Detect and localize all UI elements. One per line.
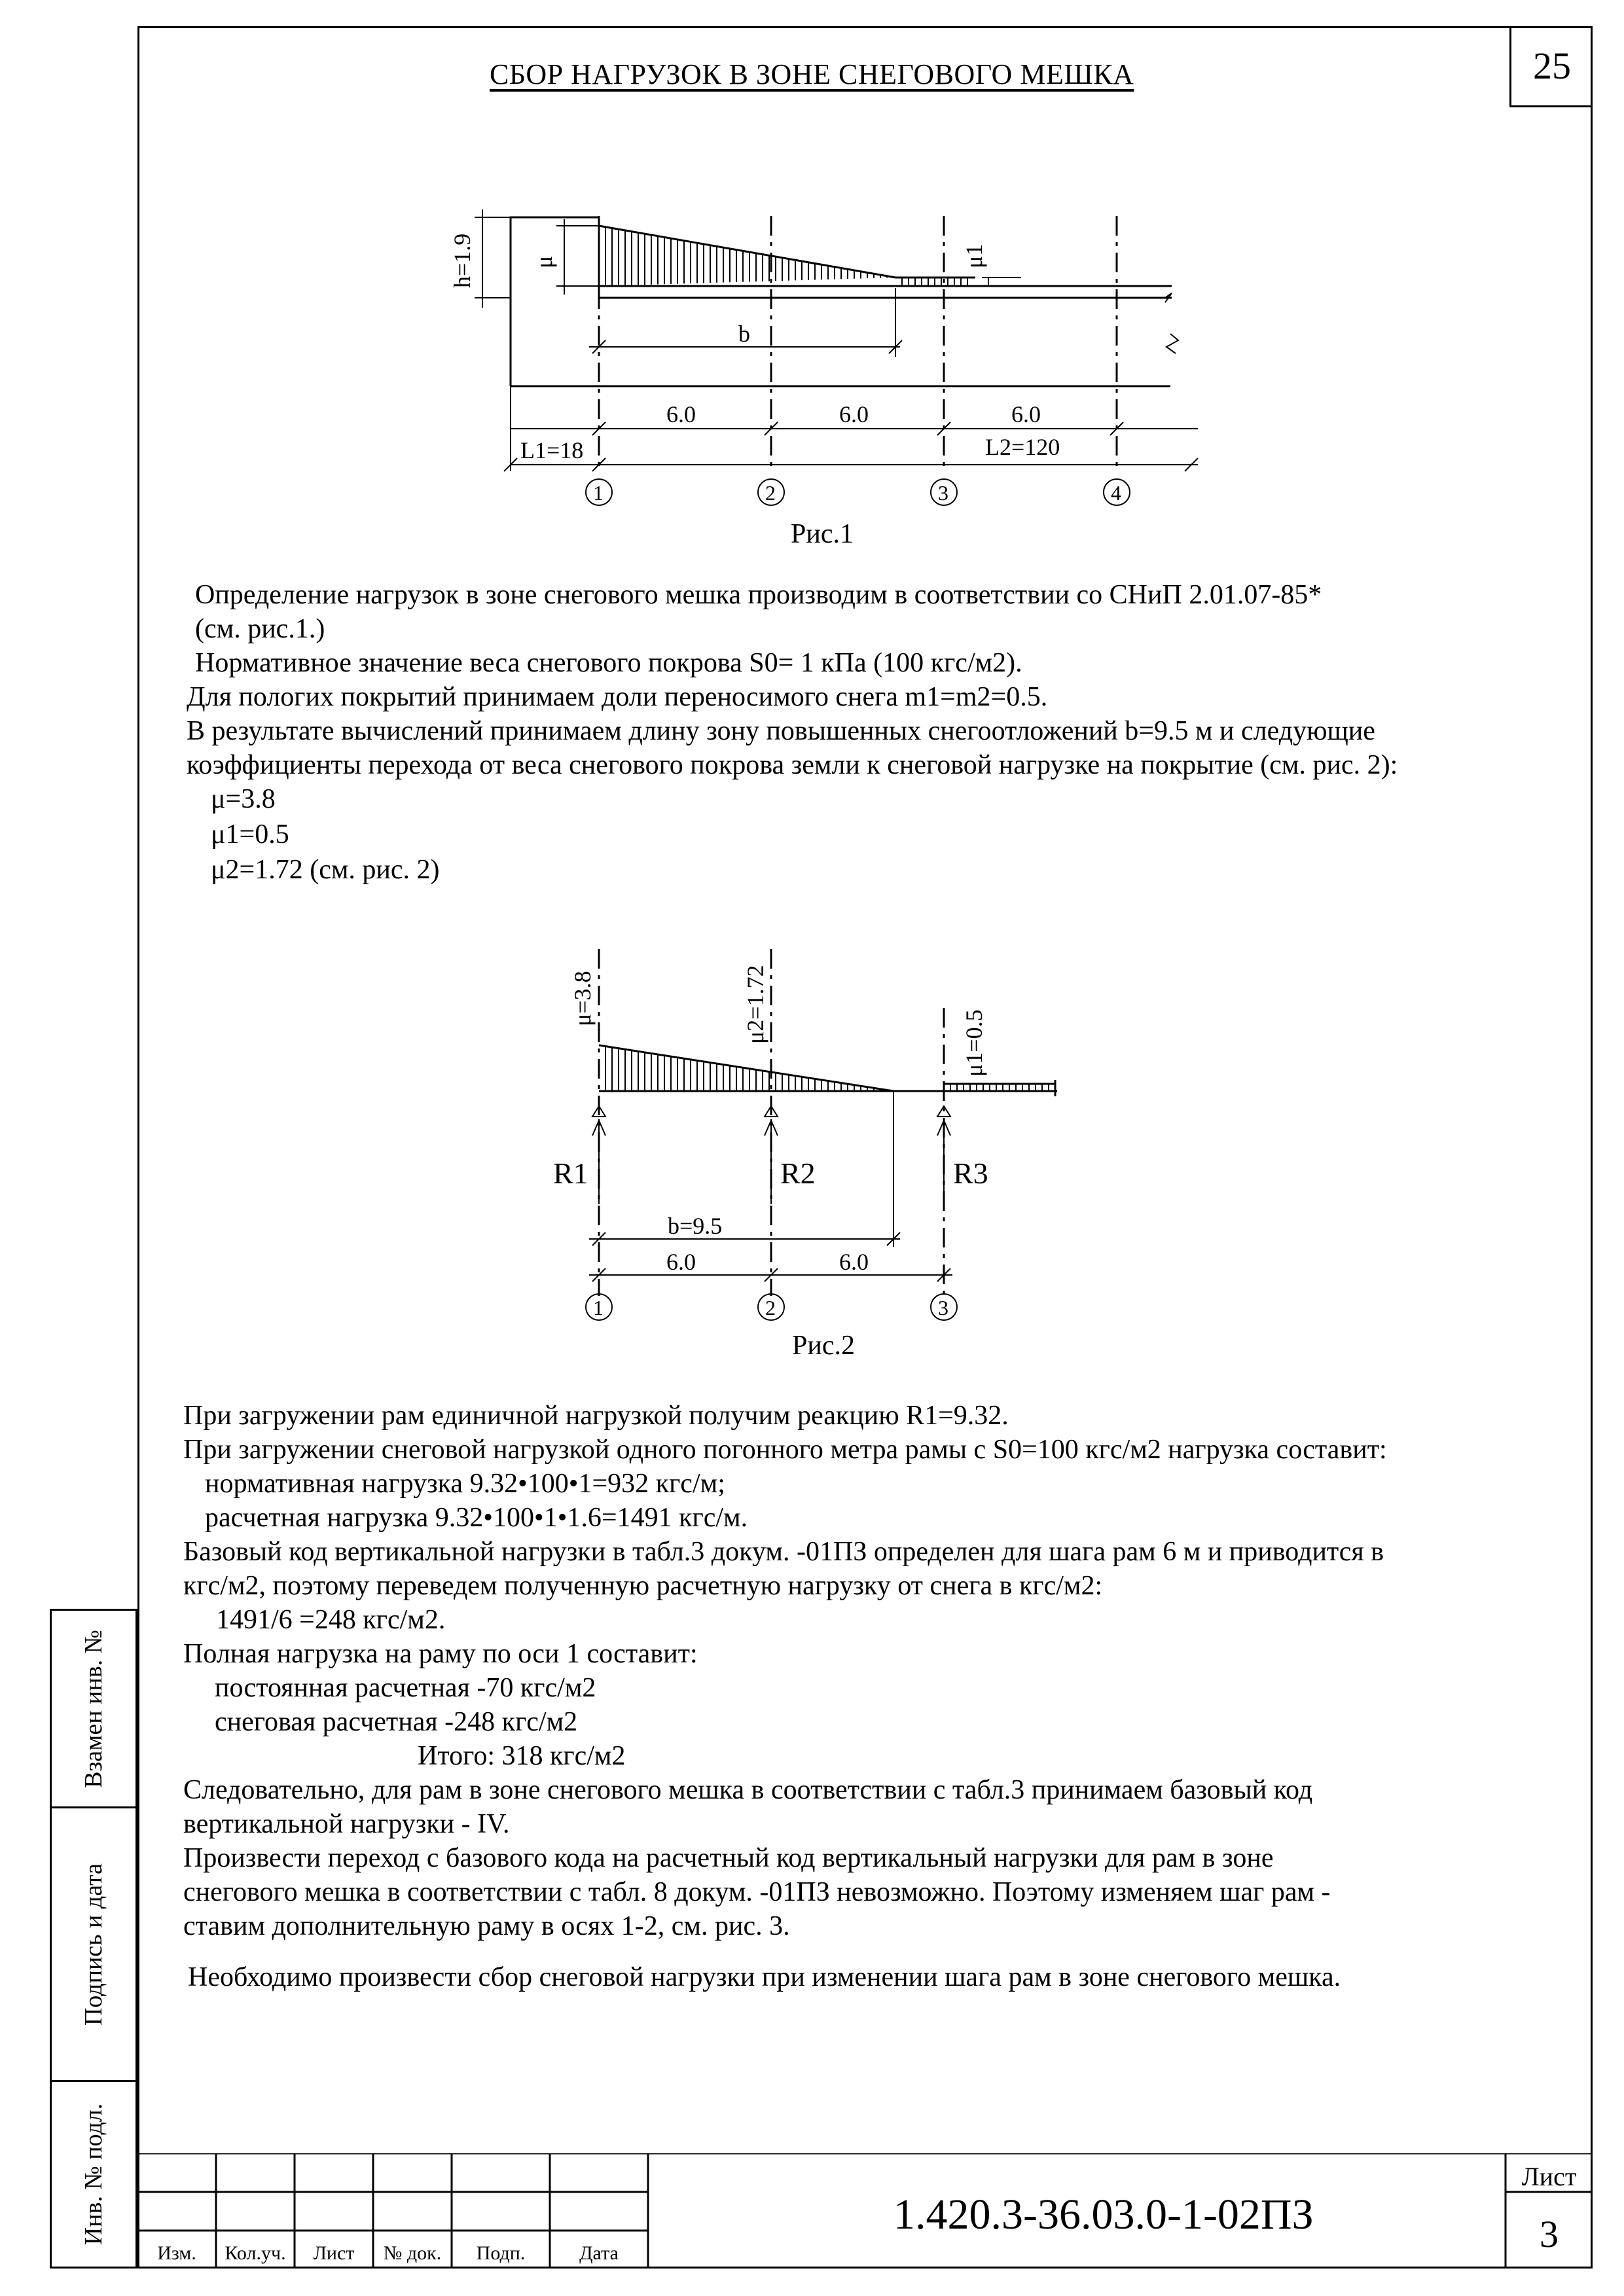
page-title: СБОР НАГРУЗОК В ЗОНЕ СНЕГОВОГО МЕШКА [490,58,1134,90]
figure-1-caption: Рис.1 [791,519,854,549]
fig2-span1-label: 6.0 [666,1249,696,1275]
text2-line-5: Базовый код вертикальной нагрузки в табл.3 докум. -01ПЗ определен для шага рам 6 м и приводится в [183,1537,1384,1567]
text2-line-1: При загружении рам единичной нагрузкой получим реакцию R1=9.32. [183,1401,1009,1431]
fig2-mu-label: μ=3.8 [569,971,596,1026]
text2-line-10: снеговая расчетная -248 кгс/м2 [215,1707,578,1737]
fig1-span1-label: 6.0 [666,401,696,427]
figure-1-diagram [432,183,1237,524]
fig1-span3-label: 6.0 [1011,401,1041,427]
fig1-L1-label: L1=18 [520,437,584,463]
page-number: 25 [1509,26,1593,107]
fig1-axis-2: 2 [765,481,776,505]
text2-line-16: ставим дополнительную раму в осях 1-2, см. рис. 3. [183,1911,790,1941]
title-block-col-kolich: Кол.уч. [225,2242,286,2264]
text1-line-3: Нормативное значение веса снегового покрова S0= 1 кПа (100 кгс/м2). [195,648,1022,678]
fig1-h-label: h=1.9 [449,233,475,288]
title-block-col-podp: Подп. [476,2242,526,2264]
text1-line-9: μ2=1.72 (см. рис. 2) [211,855,440,885]
text2-line-9: постоянная расчетная -70 кгс/м2 [215,1673,596,1703]
text1-line-5: В результате вычислений принимаем длину зону повышенных снегоотложений b=9.5 м и следующие [187,716,1375,746]
text2-line-17: Необходимо произвести сбор снеговой нагрузки при изменении шага рам в зоне снегового мешка. [188,1962,1341,1992]
text1-line-1: Определение нагрузок в зоне снегового мешка производим в соответствии со СНиП 2.01.07-85* [195,580,1322,610]
side-stamp-original-inv [50,2080,137,2269]
text1-line-2: (см. рис.1.) [195,614,325,644]
sheet-number: 3 [1540,2213,1559,2255]
text2-line-13: вертикальной нагрузки - IV. [183,1809,510,1839]
text2-line-4: расчетная нагрузка 9.32•100•1•1.6=1491 кгс/м. [205,1503,748,1533]
fig1-span2-label: 6.0 [839,401,869,427]
title-block-col-data: Дата [579,2242,619,2264]
text2-line-12: Следовательно, для рам в зоне снегового мешка в соответствии с табл.3 принимаем базовый код [183,1775,1313,1805]
text2-line-6: кгс/м2, поэтому переведем полученную расчетную нагрузку от снега в кгс/м2: [183,1571,1103,1601]
text1-line-8: μ1=0.5 [211,819,289,850]
figure-2-diagram [524,942,1087,1335]
sheet-label: Лист [1521,2162,1577,2191]
fig2-mu2-label: μ2=1.72 [742,965,768,1044]
title-block-col-izm: Изм. [157,2242,196,2264]
fig1-b-label: b [738,321,750,347]
fig1-mu1-label: μ1 [961,243,987,268]
fig1-axis-1: 1 [593,481,604,505]
side-stamp-signature-date-text: Подпись и дата [80,1863,107,2026]
side-stamp-replaced-inv-text: Взамен инв. № [80,1629,107,1788]
fig2-span2-label: 6.0 [839,1249,869,1275]
fig1-axis-3: 3 [938,481,948,505]
fig2-axis-2: 2 [765,1296,776,1319]
fig2-mu1-label: μ1=0.5 [961,1009,987,1077]
text1-line-4: Для пологих покрытий принимаем доли переносимого снега m1=m2=0.5. [187,682,1048,712]
fig2-R1-label: R1 [553,1157,588,1190]
text2-line-7: 1491/6 =248 кгс/м2. [216,1605,446,1635]
fig2-R3-label: R3 [953,1157,988,1190]
side-stamp-signature-date [50,1806,137,2080]
text2-line-14: Произвести переход с базового кода на расчетный код вертикальный нагрузки для рам в зоне [183,1843,1274,1873]
text2-line-15: снегового мешка в соответствии с табл. 8 докум. -01ПЗ невозможно. Поэтому изменяем шаг рам - [183,1877,1331,1907]
text1-line-6: коэффициенты перехода от веса снегового покрова земли к снеговой нагрузке на покрытие (см. рис. 2): [187,750,1398,780]
fig2-axis-3: 3 [938,1296,948,1319]
fig2-axis-1: 1 [593,1296,604,1319]
title-block-col-list: Лист [313,2242,355,2264]
side-stamp-replaced-inv [50,1609,137,1806]
side-stamp-original-inv-text: Инв. № подл. [80,2103,107,2246]
figure-2-caption: Рис.2 [792,1331,855,1361]
fig1-mu-label: μ [531,255,557,268]
text2-line-2: При загружении снеговой нагрузкой одного погонного метра рамы с S0=100 кгс/м2 нагрузка составит: [183,1435,1387,1465]
title-block-col-doc: № док. [383,2242,442,2264]
fig1-L2-label: L2=120 [985,434,1060,460]
text2-line-8: Полная нагрузка на раму по оси 1 составит: [183,1639,698,1669]
fig2-b-label: b=9.5 [668,1213,723,1239]
fig1-axis-4: 4 [1111,481,1121,505]
text1-line-7: μ=3.8 [211,784,276,814]
document-code: 1.420.3-36.03.0-1-02ПЗ [893,2191,1314,2238]
text2-line-3: нормативная нагрузка 9.32•100•1=932 кгс/м; [205,1469,725,1499]
text2-line-11: Итого: 318 кгс/м2 [418,1741,626,1771]
fig2-R2-label: R2 [780,1157,816,1190]
